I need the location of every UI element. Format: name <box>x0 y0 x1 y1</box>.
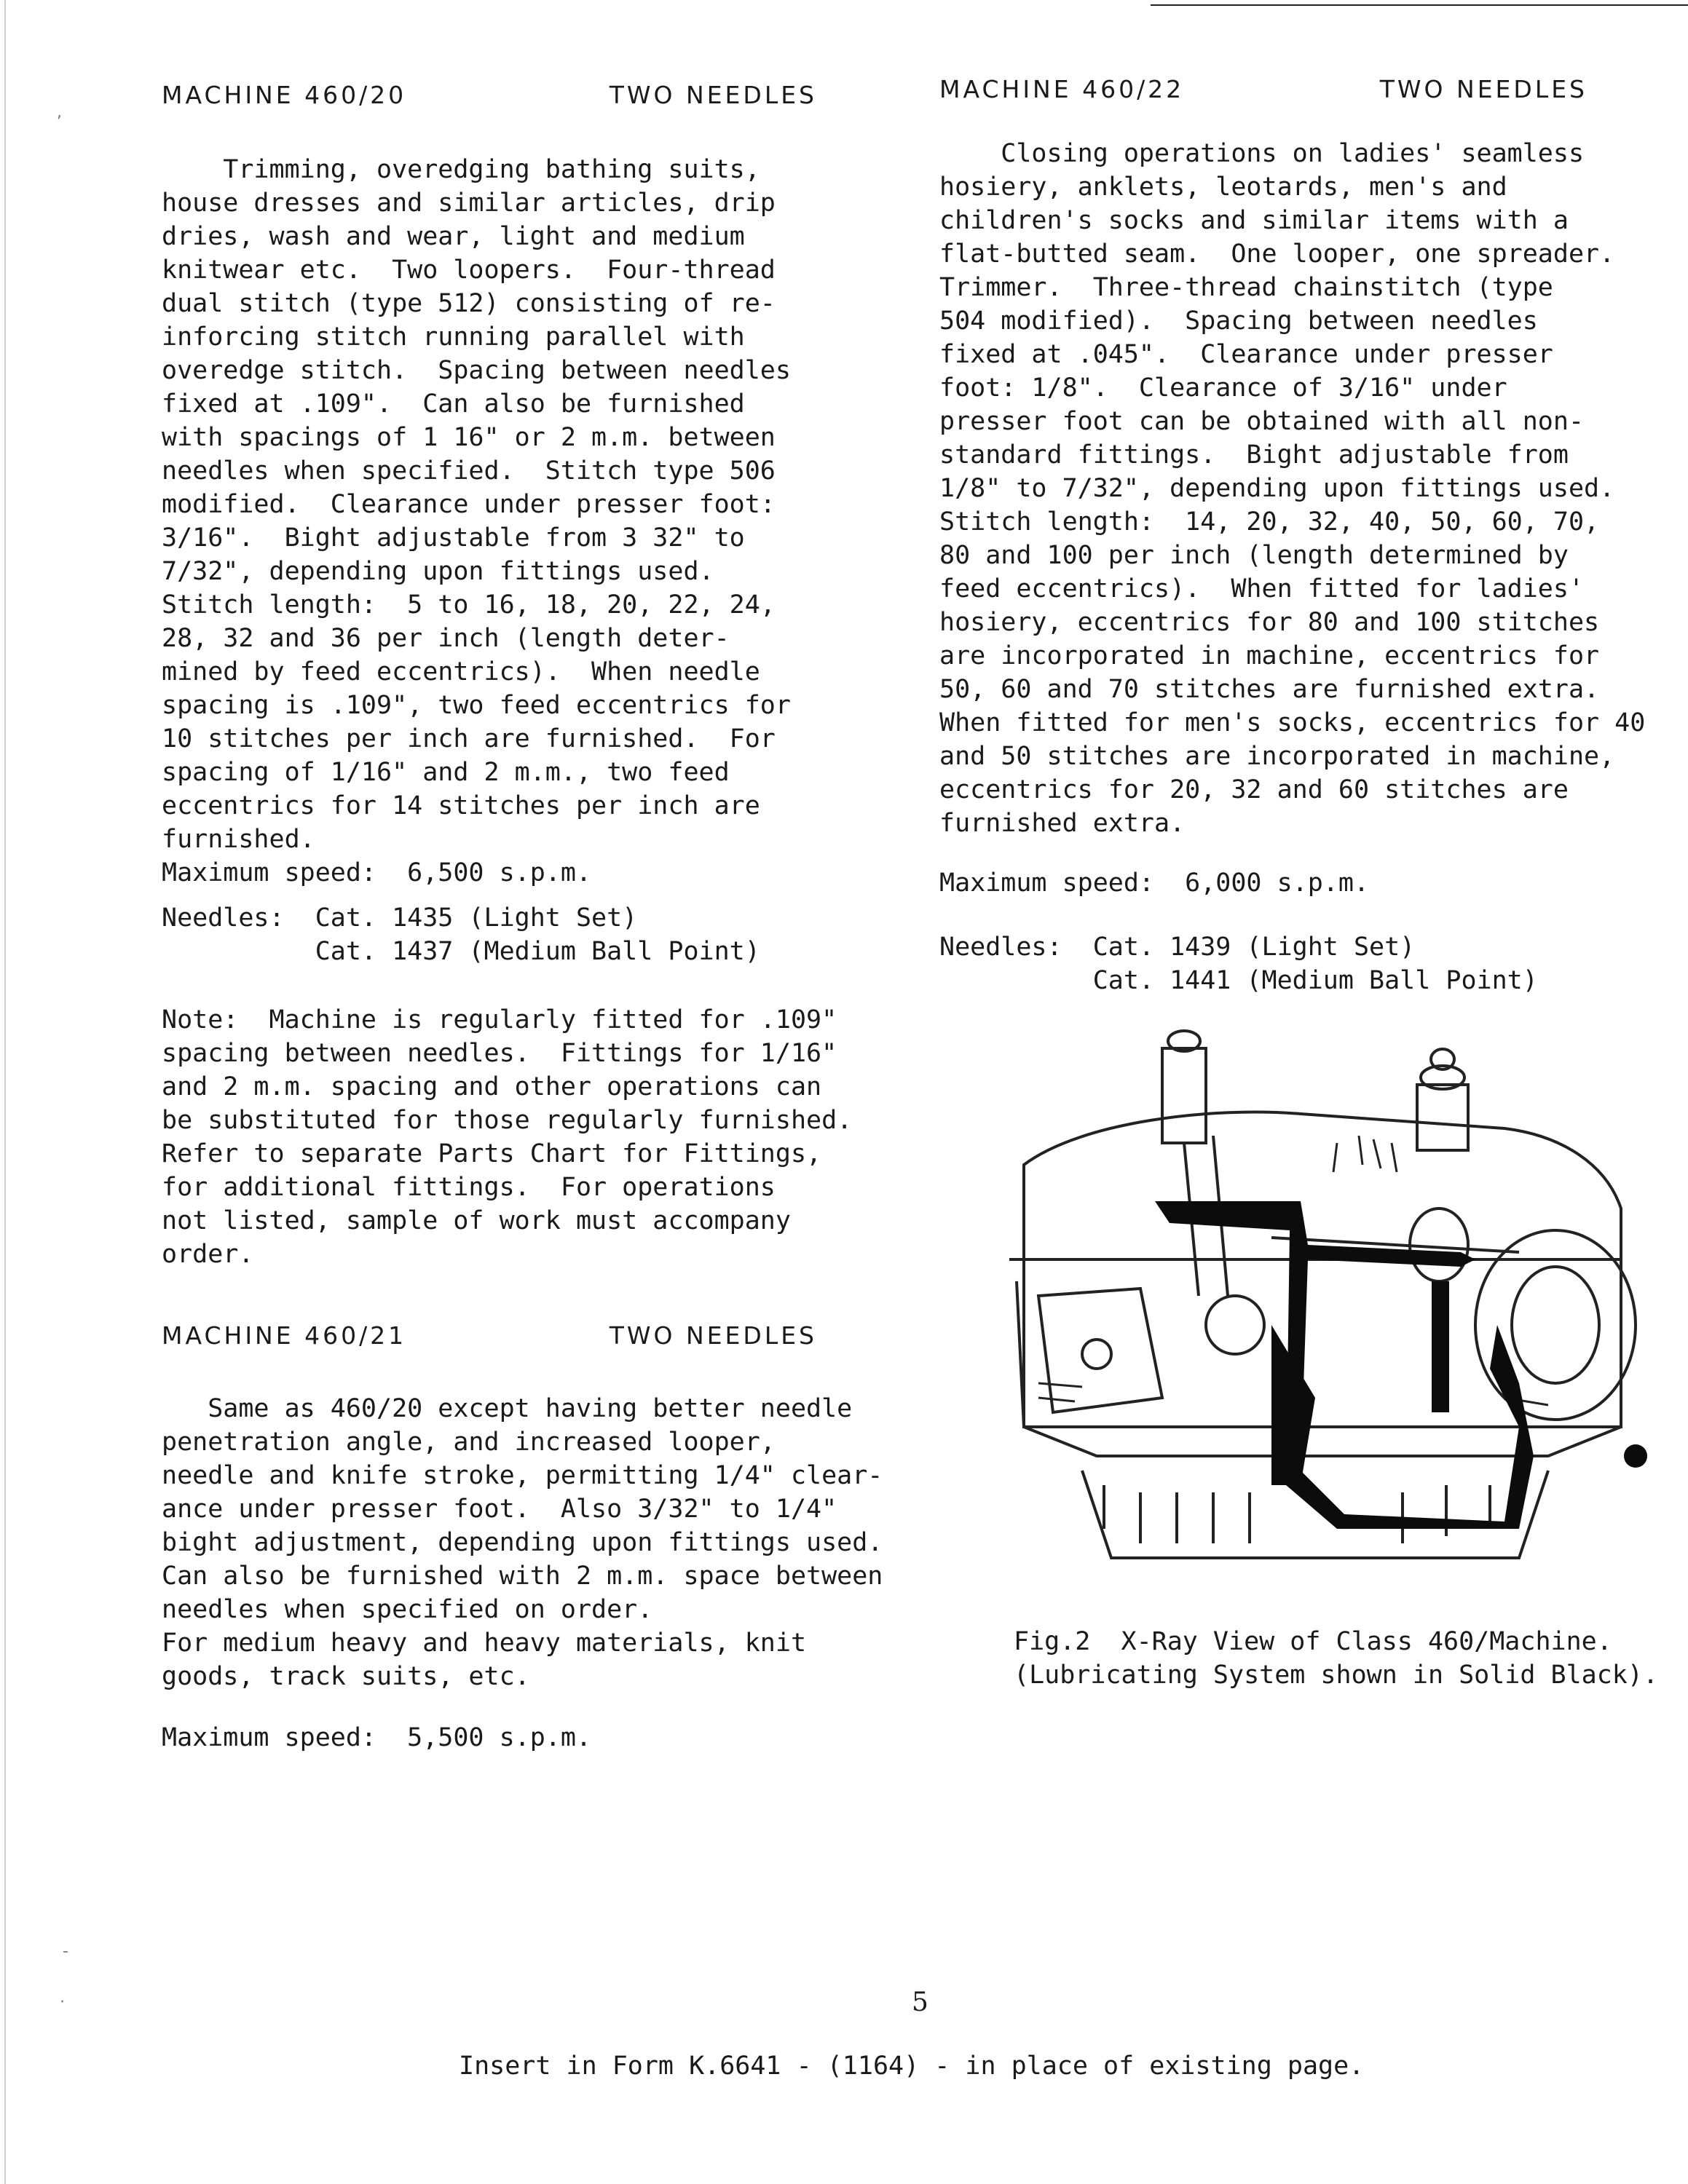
needles-line: Needles: Cat. 1439 (Light Set) <box>939 933 1416 962</box>
note-line: for additional fittings. For operations <box>162 1173 776 1202</box>
text-line: eccentrics for 14 stitches per inch are <box>162 791 760 820</box>
margin-mark: , <box>57 103 62 122</box>
text-line: inforcing stitch running parallel with <box>162 323 745 352</box>
text-line: spacing is .109", two feed eccentrics for <box>162 691 791 720</box>
text-line: modified. Clearance under presser foot: <box>162 490 776 519</box>
text-line: with spacings of 1 16" or 2 m.m. between <box>162 423 776 452</box>
text-line: overedge stitch. Spacing between needles <box>162 356 791 385</box>
needles-line: Cat. 1437 (Medium Ball Point) <box>162 937 760 966</box>
note-line: Refer to separate Parts Chart for Fittings, <box>162 1139 822 1168</box>
text-line: foot: 1/8". Clearance of 3/16" under <box>939 373 1507 403</box>
machine-460-20-heading <box>162 79 817 112</box>
machine-460-20-note <box>162 1003 926 1271</box>
figure-caption <box>1014 1625 1658 1692</box>
top-rule <box>1151 4 1688 6</box>
max-speed: Maximum speed: 5,500 s.p.m. <box>162 1723 592 1752</box>
text-line: spacing of 1/16" and 2 m.m., two feed <box>162 758 730 787</box>
machine-460-20-description <box>162 153 926 890</box>
text-line: knitwear etc. Two loopers. Four-thread <box>162 256 776 285</box>
machine-460-22-description <box>939 137 1675 840</box>
text-line: ance under presser foot. Also 3/32" to 1/4" <box>162 1495 837 1524</box>
text-line: fixed at .109". Can also be furnished <box>162 389 745 419</box>
text-line: Stitch length: 14, 20, 32, 40, 50, 60, 70, <box>939 507 1600 537</box>
note-line: be substituted for those regularly furnished. <box>162 1106 853 1135</box>
text-line: 28, 32 and 36 per inch (length deter- <box>162 624 730 653</box>
text-line: 50, 60 and 70 stitches are furnished extra. <box>939 675 1600 704</box>
right-column <box>939 73 1675 106</box>
needles-line: Cat. 1441 (Medium Ball Point) <box>939 966 1538 995</box>
needles-heading: TWO NEEDLES <box>609 1321 817 1350</box>
machine-460-21-speed <box>162 1721 926 1754</box>
text-line: dual stitch (type 512) consisting of re- <box>162 289 776 318</box>
footer-note: Insert in Form K.6641 - (1164) - in place of existing page. <box>459 2052 1365 2081</box>
text-line: are incorporated in machine, eccentrics for <box>939 641 1600 670</box>
text-line: dries, wash and wear, light and medium <box>162 222 745 251</box>
margin-mark: · <box>60 1993 65 2011</box>
text-line: needles when specified on order. <box>162 1595 653 1624</box>
margin-mark: - <box>63 1942 68 1961</box>
text-line: penetration angle, and increased looper, <box>162 1428 776 1457</box>
text-line: house dresses and similar articles, drip <box>162 189 776 218</box>
machine-title: MACHINE 460/21 <box>162 1321 407 1350</box>
note-line: not listed, sample of work must accompany <box>162 1206 791 1235</box>
text-line: goods, track suits, etc. <box>162 1662 530 1691</box>
machine-460-21-heading-wrap <box>162 1319 926 1353</box>
note-line: order. <box>162 1240 254 1269</box>
left-column <box>162 79 926 112</box>
needles-line: Needles: Cat. 1435 (Light Set) <box>162 903 638 933</box>
text-line: 3/16". Bight adjustable from 3 32" to <box>162 523 745 553</box>
text-line: Can also be furnished with 2 m.m. space between <box>162 1562 883 1591</box>
max-speed: Maximum speed: 6,000 s.p.m. <box>939 869 1370 898</box>
note-line: and 2 m.m. spacing and other operations can <box>162 1072 822 1101</box>
caption-line: Fig.2 X-Ray View of Class 460/Machine. <box>1014 1627 1612 1656</box>
text-line: 80 and 100 per inch (length determined by <box>939 541 1569 570</box>
text-line: 7/32", depending upon fittings used. <box>162 557 714 586</box>
text-line: fixed at .045". Clearance under presser <box>939 340 1553 369</box>
text-line: hosiery, anklets, leotards, men's and <box>939 173 1507 202</box>
text-line: hosiery, eccentrics for 80 and 100 stitches <box>939 608 1600 637</box>
page-number: 5 <box>912 1987 928 2017</box>
machine-460-21-description <box>162 1392 926 1693</box>
text-line: children's socks and similar items with a <box>939 206 1569 235</box>
text-line: 504 modified). Spacing between needles <box>939 306 1538 336</box>
text-line: Closing operations on ladies' seamless <box>939 139 1585 168</box>
text-line: When fitted for men's socks, eccentrics for 40 <box>939 708 1646 737</box>
needles-heading: TWO NEEDLES <box>1379 75 1588 103</box>
text-line: Trimmer. Three-thread chainstitch (type <box>939 273 1553 302</box>
machine-title: MACHINE 460/20 <box>162 81 407 109</box>
needles-heading: TWO NEEDLES <box>609 81 817 109</box>
caption-line: (Lubricating System shown in Solid Black). <box>1014 1661 1659 1690</box>
text-line: eccentrics for 20, 32 and 60 stitches are <box>939 775 1569 804</box>
machine-460-22-heading <box>939 73 1588 106</box>
machine-460-22-speed <box>939 866 1675 900</box>
note-line: spacing between needles. Fittings for 1/16" <box>162 1039 837 1068</box>
text-line: needles when specified. Stitch type 506 <box>162 456 776 486</box>
text-line: Trimming, overedging bathing suits, <box>162 155 760 184</box>
text-line: 1/8" to 7/32", depending upon fittings used. <box>939 474 1615 503</box>
text-line: mined by feed eccentrics). When needle <box>162 657 760 687</box>
text-line: needle and knife stroke, permitting 1/4" clear- <box>162 1461 883 1490</box>
machine-title: MACHINE 460/22 <box>939 75 1185 103</box>
machine-460-20-needles <box>162 901 926 968</box>
text-line: For medium heavy and heavy materials, knit <box>162 1629 807 1658</box>
text-line: Same as 460/20 except having better needle <box>162 1394 853 1423</box>
xray-machine-illustration <box>995 1019 1650 1645</box>
text-line: standard fittings. Bight adjustable from <box>939 440 1569 470</box>
text-line: flat-butted seam. One looper, one spreader. <box>939 240 1615 269</box>
note-line: Note: Machine is regularly fitted for .109" <box>162 1005 837 1034</box>
text-line: bight adjustment, depending upon fittings used. <box>162 1528 883 1557</box>
text-line: presser foot can be obtained with all non- <box>939 407 1585 436</box>
text-line: furnished. <box>162 825 315 854</box>
machine-460-22-needles <box>939 930 1675 997</box>
text-line: 10 stitches per inch are furnished. For <box>162 724 776 753</box>
text-line: furnished extra. <box>939 809 1186 838</box>
text-line: feed eccentrics). When fitted for ladies' <box>939 574 1585 604</box>
left-margin-rule <box>4 0 6 2184</box>
machine-460-21-heading <box>162 1319 817 1353</box>
text-line: Maximum speed: 6,500 s.p.m. <box>162 858 592 887</box>
text-line: and 50 stitches are incorporated in machine, <box>939 742 1615 771</box>
text-line: Stitch length: 5 to 16, 18, 20, 22, 24, <box>162 590 776 620</box>
